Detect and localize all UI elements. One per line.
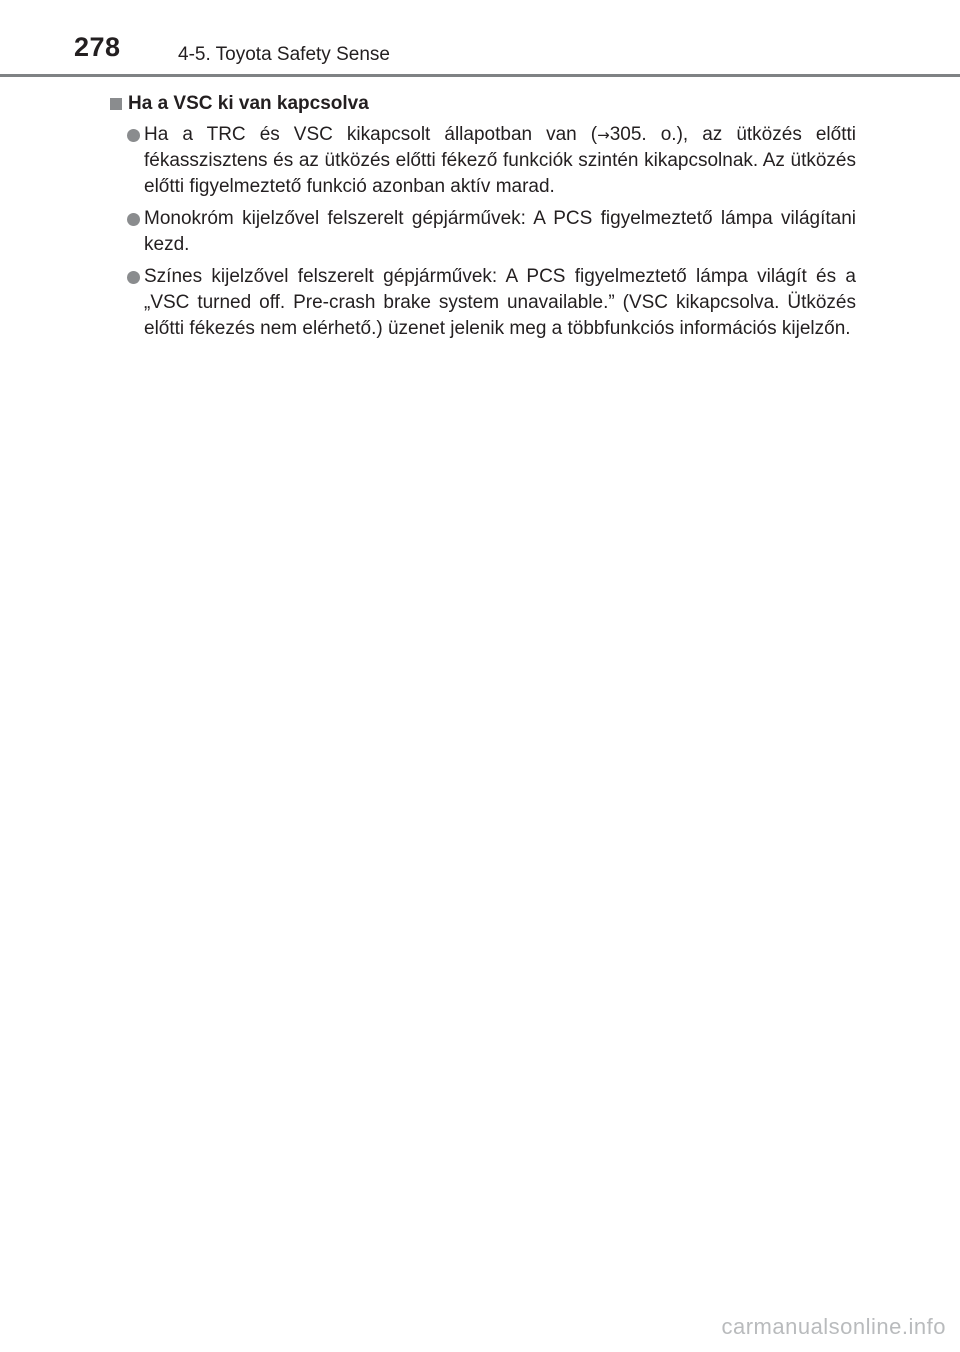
subheading-text: Ha a VSC ki van kapcsolva xyxy=(128,93,369,114)
page-number: 278 xyxy=(74,32,121,62)
arrow-right-icon: → xyxy=(597,126,610,144)
circle-bullet-icon xyxy=(127,129,140,142)
section-title: 4-5. Toyota Safety Sense xyxy=(178,44,390,65)
list-item-text: Színes kijelzővel felszerelt gépjárművek: A PCS figyelmeztető lámpa világít és a „VSC turned off. Pre-crash brake system unavailable.” (VSC kikapcsolva. Ütközés előtti fékezés nem elérhető.) üzenet jelenik meg a többfunkciós információs kijelzőn. xyxy=(144,266,856,339)
watermark: carmanualsonline.info xyxy=(721,1314,946,1339)
page-reference-text: 305. o.), az ütközés előtti fékasszisztens és az ütközés előtti fékező funkciók szintén kikapcsolnak. Az ütközés előtti figyelmeztető funkció azonban aktív marad. xyxy=(144,124,856,197)
list-item-text-start: Ha a TRC és VSC kikapcsolt állapotban van ( xyxy=(144,124,598,145)
square-bullet-icon xyxy=(110,98,122,110)
subheading xyxy=(110,92,856,116)
header-divider xyxy=(0,74,960,77)
list-item-text: Monokróm kijelzővel felszerelt gépjárművek: A PCS figyelmeztető lámpa világítani kezd. xyxy=(144,208,856,255)
main-content xyxy=(110,92,856,348)
list-item xyxy=(110,122,856,200)
circle-bullet-icon xyxy=(127,213,140,226)
circle-bullet-icon xyxy=(127,271,140,284)
page-header xyxy=(0,0,960,78)
list-item xyxy=(110,264,856,342)
list-item xyxy=(110,206,856,258)
